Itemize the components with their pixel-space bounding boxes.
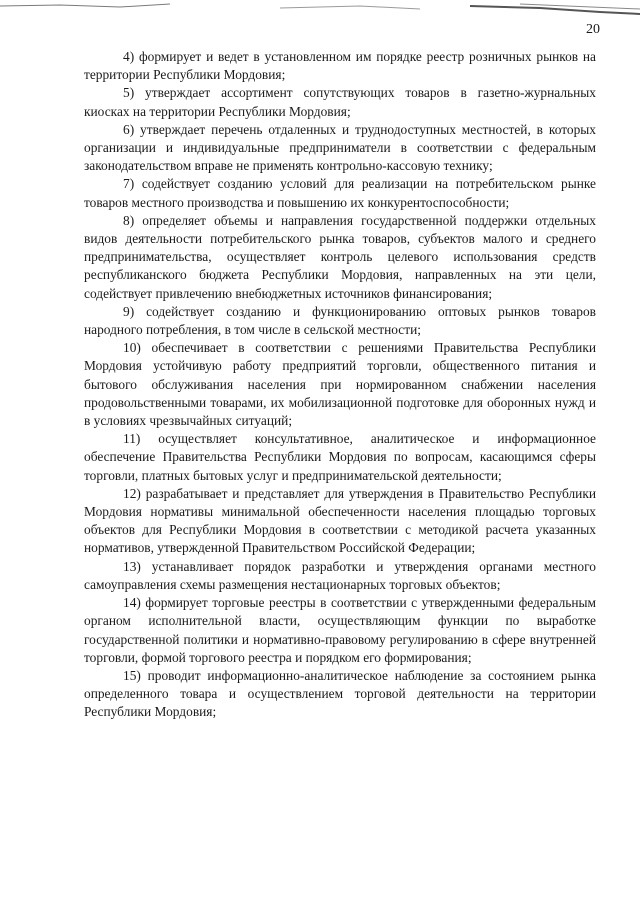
paragraph-item-15: 15) проводит информационно-аналитическое наблюдение за состоянием рынка определенного товара и осуществлением торговой деятельности на территории Республики Мордовия; xyxy=(84,667,596,720)
paragraph-item-9: 9) содействует созданию и функционированию оптовых рынков товаров народного потребления, в том числе в сельской местности; xyxy=(84,303,596,338)
paragraph-item-4: 4) формирует и ведет в установленном им порядке реестр розничных рынков на территории Республики Мордовия; xyxy=(84,49,596,83)
paragraph-item-10: 10) обеспечивает в соответствии с решениями Правительства Республики Мордовия устойчивую работу предприятий торговли, общественного питания и бытового обслуживания населения при нормированном снабжении населения продовольственными товарами, их мобилизационной подготовке для оборонных нужд и в условиях чрезвычайных ситуаций; xyxy=(84,340,596,429)
paragraph-item-11: 11) осуществляет консультативное, аналитическое и информационное обеспечение Правительства Республики Мордовия по вопросам, касающимся сферы торговли, платных бытовых услуг и предпринимательской деятельности; xyxy=(84,431,596,483)
paragraph-item-5: 5) утверждает ассортимент сопутствующих товаров в газетно-журнальных киосках на территории Республики Мордовия; xyxy=(84,85,596,119)
scan-edge-artifact xyxy=(0,0,640,18)
paragraph-item-8: 8) определяет объемы и направления государственной поддержки отдельных видов деятельности потребительского рынка товаров, субъектов малого и среднего предпринимательства, осуществляет контроль целевого использования средств республиканского бюджета Республики Мордовия, направленных на эти цели, содействует привлечению внебюджетных источников финансирования; xyxy=(84,212,596,301)
paragraph-item-12: 12) разрабатывает и представляет для утверждения в Правительство Республики Мордовия нормативы минимальной обеспеченности населения площадью торговых объектов для Республики Мордовия в соответствии с методикой расчета указанных нормативов, утвержденной Правительством Российской Федерации; xyxy=(84,485,596,556)
page-number: 20 xyxy=(586,22,600,37)
paragraph-item-7: 7) содействует созданию условий для реализации на потребительском рынке товаров местного производства и повышению их конкурентоспособности; xyxy=(84,176,596,210)
paragraph-item-13: 13) устанавливает порядок разработки и утверждения органами местного самоуправления схемы размещения нестационарных торговых объектов; xyxy=(84,558,596,592)
document-body xyxy=(84,48,596,722)
paragraph-item-6: 6) утверждает перечень отдаленных и труднодоступных местностей, в которых организации и индивидуальные предприниматели в соответствии с федеральным законодательством вправе не применять контрольно-кассовую технику; xyxy=(84,121,596,174)
paragraph-item-14: 14) формирует торговые реестры в соответствии с утвержденными федеральным органом исполнительной власти, осуществляющим функции по выработке государственной политики и нормативно-правовому регулированию в сфере внутренней торговли, формой торгового реестра и порядком его формирования; xyxy=(84,595,596,665)
